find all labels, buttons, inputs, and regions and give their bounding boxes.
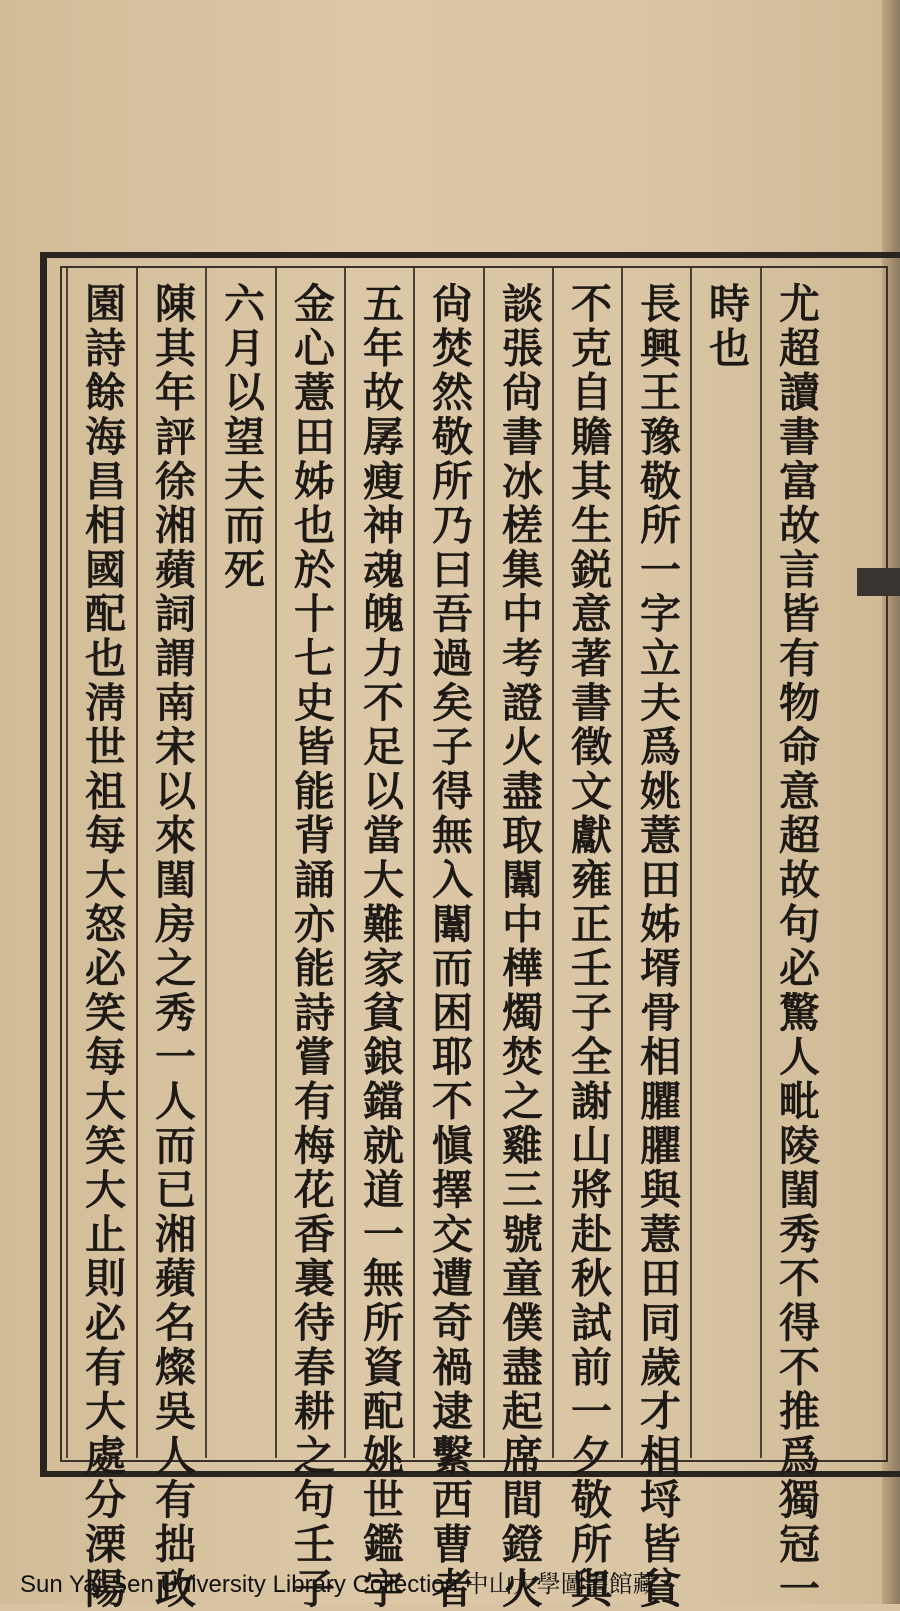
column-text: 尤超讀書富故言皆有物命意超故句必驚人毗陵閨秀不得不推爲獨冠一	[772, 282, 820, 1611]
column-text: 五年故孱瘦神魂魄力不足以當大難家貧鋃鐺就道一無所資配姚世鑑字	[356, 282, 404, 1611]
column-text: 六月以望夫而死	[217, 282, 265, 593]
text-column-8	[275, 268, 345, 1611]
text-column-7	[344, 268, 414, 1611]
text-column-9	[205, 268, 275, 1458]
column-text: 長興王豫敬所一字立夫爲姚薏田姊壻骨相臞臞與薏田同歲才相埒皆貧	[633, 282, 681, 1611]
text-column-2	[690, 268, 760, 1458]
text-column-3	[621, 268, 691, 1611]
column-text: 談張尙書冰槎集中考證火盡取闈中樺燭焚之雞三號童僕盡起席間鐙火	[495, 282, 543, 1611]
text-column-4	[552, 268, 622, 1611]
column-text: 陳其年評徐湘蘋詞謂南宋以來閨房之秀一人而已湘蘋名燦吳人有拙政	[148, 282, 196, 1611]
column-text: 時也	[702, 282, 750, 371]
column-text: 金心薏田姊也於十七史皆能背誦亦能詩嘗有梅花香裏待春耕之句壬子	[287, 282, 335, 1611]
column-text: 尙焚然敬所乃曰吾過矣子得無入闈而困耶不愼擇交遭奇禍逮繫西曹者	[425, 282, 473, 1611]
text-column-5	[483, 268, 553, 1611]
text-column-1	[760, 268, 830, 1611]
text-column-10	[136, 268, 206, 1611]
library-collection-caption: Sun Yat-Sen University Library Collection 中山大學圖書館藏	[20, 1571, 657, 1598]
text-column-6	[413, 268, 483, 1611]
column-text: 不克自贍其生鋭意著書徵文獻雍正壬子全謝山將赴秋試前一夕敬所與	[564, 282, 612, 1611]
column-text: 園詩餘海昌相國配也淸世祖每大怒必笑每大笑大止則必有大處分溧陽	[78, 282, 126, 1611]
text-column-11	[66, 268, 136, 1611]
